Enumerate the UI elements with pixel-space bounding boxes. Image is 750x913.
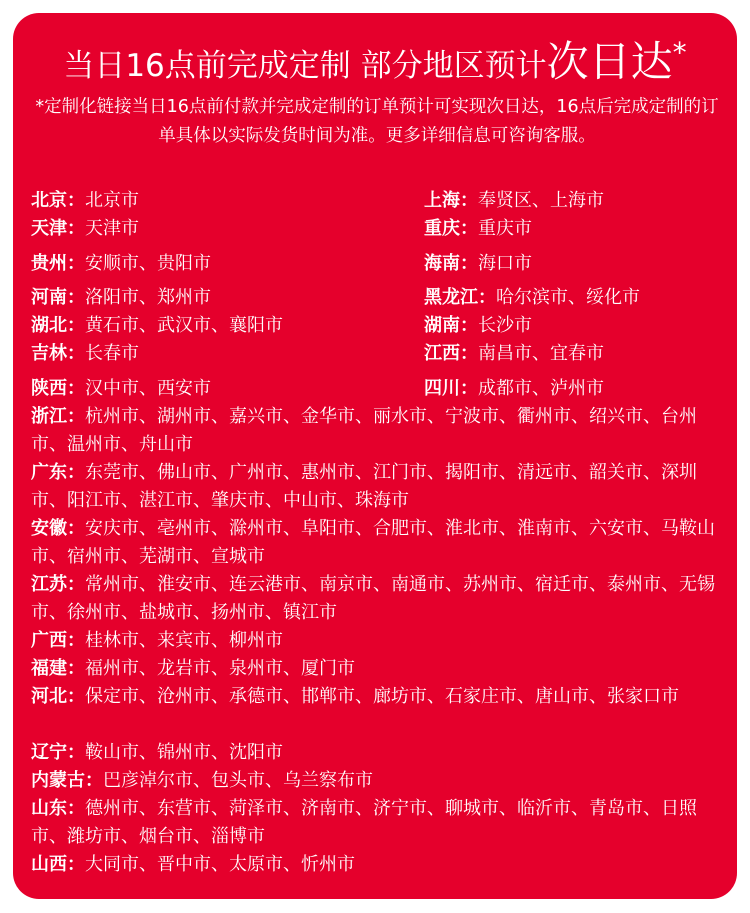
region-cities: 重庆市 [478, 218, 532, 239]
region-cities: 德州市、东营市、菏泽市、济南市、济宁市、聊城市、临沂市、青岛市、日照市、潍坊市、烟台市、淄博市 [31, 798, 697, 847]
delivery-note: *定制化链接当日16点前付款并完成定制的订单预计可实现次日达，16点后完成定制的订单具体以实际发货时间为准。更多详细信息可咨询客服。 [35, 97, 719, 146]
region-cities: 长春市 [85, 343, 139, 364]
region-name: 河南 [31, 287, 67, 308]
headline-main: 当日16点前完成定制 部分地区预计 [63, 48, 547, 84]
region-row: 江西：南昌市、宜春市 [424, 343, 604, 364]
region-name: 江西 [424, 343, 460, 364]
region-row: 贵州：安顺市、贵阳市 [31, 253, 211, 274]
region-name: 河北 [31, 686, 67, 707]
region-row: 福建：福州市、龙岩市、泉州市、厦门市 [31, 658, 355, 679]
region-cities: 常州市、淮安市、连云港市、南京市、南通市、苏州市、宿迁市、泰州市、无锡市、徐州市、盐城市、扬州市、镇江市 [31, 574, 715, 623]
region-row: 江苏：常州市、淮安市、连云港市、南京市、南通市、苏州市、宿迁市、泰州市、无锡市、徐州市、盐城市、扬州市、镇江市 [31, 574, 715, 623]
region-name: 福建 [31, 658, 67, 679]
region-name: 吉林 [31, 343, 67, 364]
region-row: 四川：成都市、泸州市 [424, 378, 604, 399]
region-cities: 福州市、龙岩市、泉州市、厦门市 [85, 658, 355, 679]
region-row: 湖南：长沙市 [424, 315, 532, 336]
region-row: 陕西：汉中市、西安市 [31, 378, 211, 399]
region-row: 海南：海口市 [424, 253, 532, 274]
headline [13, 27, 737, 92]
region-cities: 哈尔滨市、绥化市 [496, 287, 640, 308]
region-cities: 南昌市、宜春市 [478, 343, 604, 364]
region-row: 上海：奉贤区、上海市 [424, 190, 604, 211]
region-cities: 长沙市 [478, 315, 532, 336]
region-name: 陕西 [31, 378, 67, 399]
region-name: 广西 [31, 630, 67, 651]
region-name: 北京 [31, 190, 67, 211]
region-name: 重庆 [424, 218, 460, 239]
region-row: 山西：大同市、晋中市、太原市、忻州市 [31, 854, 355, 875]
region-row: 内蒙古：巴彦淖尔市、包头市、乌兰察布市 [31, 770, 373, 791]
region-row: 浙江：杭州市、湖州市、嘉兴市、金华市、丽水市、宁波市、衢州市、绍兴市、台州市、温州市、舟山市 [31, 406, 697, 455]
region-name: 辽宁 [31, 742, 67, 763]
region-name: 黑龙江 [424, 287, 478, 308]
region-name: 湖北 [31, 315, 67, 336]
region-row: 河北：保定市、沧州市、承德市、邯郸市、廊坊市、石家庄市、唐山市、张家口市 [31, 686, 679, 707]
region-row: 湖北：黄石市、武汉市、襄阳市 [31, 315, 283, 336]
region-cities: 安庆市、亳州市、滁州市、阜阳市、合肥市、淮北市、淮南市、六安市、马鞍山市、宿州市、芜湖市、宣城市 [31, 518, 715, 567]
region-name: 江苏 [31, 574, 67, 595]
region-cities: 大同市、晋中市、太原市、忻州市 [85, 854, 355, 875]
delivery-info-card [13, 13, 737, 899]
region-name: 山东 [31, 798, 67, 819]
region-cities: 保定市、沧州市、承德市、邯郸市、廊坊市、石家庄市、唐山市、张家口市 [85, 686, 679, 707]
region-cities: 杭州市、湖州市、嘉兴市、金华市、丽水市、宁波市、衢州市、绍兴市、台州市、温州市、舟山市 [31, 406, 697, 455]
region-cities: 巴彦淖尔市、包头市、乌兰察布市 [103, 770, 373, 791]
region-name: 海南 [424, 253, 460, 274]
region-cities: 汉中市、西安市 [85, 378, 211, 399]
headline-emphasis: 次日达 [546, 37, 673, 86]
region-name: 天津 [31, 218, 67, 239]
region-name: 安徽 [31, 518, 67, 539]
region-name: 四川 [424, 378, 460, 399]
region-cities: 海口市 [478, 253, 532, 274]
region-cities: 鞍山市、锦州市、沈阳市 [85, 742, 283, 763]
region-name: 广东 [31, 462, 67, 483]
region-cities: 东莞市、佛山市、广州市、惠州市、江门市、揭阳市、清远市、韶关市、深圳市、阳江市、湛江市、肇庆市、中山市、珠海市 [31, 462, 697, 511]
region-cities: 洛阳市、郑州市 [85, 287, 211, 308]
region-name: 上海 [424, 190, 460, 211]
region-cities: 天津市 [85, 218, 139, 239]
region-cities: 安顺市、贵阳市 [85, 253, 211, 274]
region-cities: 北京市 [85, 190, 139, 211]
region-row: 辽宁：鞍山市、锦州市、沈阳市 [31, 742, 283, 763]
region-cities: 黄石市、武汉市、襄阳市 [85, 315, 283, 336]
region-cities: 奉贤区、上海市 [478, 190, 604, 211]
region-name: 内蒙古 [31, 770, 85, 791]
region-name: 山西 [31, 854, 67, 875]
region-cities: 成都市、泸州市 [478, 378, 604, 399]
region-name: 湖南 [424, 315, 460, 336]
region-row: 广东：东莞市、佛山市、广州市、惠州市、江门市、揭阳市、清远市、韶关市、深圳市、阳江市、湛江市、肇庆市、中山市、珠海市 [31, 462, 697, 511]
region-name: 浙江 [31, 406, 67, 427]
region-row: 山东：德州市、东营市、菏泽市、济南市、济宁市、聊城市、临沂市、青岛市、日照市、潍坊市、烟台市、淄博市 [31, 798, 697, 847]
region-row: 河南：洛阳市、郑州市 [31, 287, 211, 308]
region-row: 广西：桂林市、来宾市、柳州市 [31, 630, 283, 651]
region-row: 天津：天津市 [31, 218, 139, 239]
region-row: 安徽：安庆市、亳州市、滁州市、阜阳市、合肥市、淮北市、淮南市、六安市、马鞍山市、宿州市、芜湖市、宣城市 [31, 518, 715, 567]
region-row: 吉林：长春市 [31, 343, 139, 364]
region-row: 黑龙江：哈尔滨市、绥化市 [424, 287, 640, 308]
region-cities: 桂林市、来宾市、柳州市 [85, 630, 283, 651]
region-row: 北京：北京市 [31, 190, 139, 211]
region-row: 重庆：重庆市 [424, 218, 532, 239]
headline-asterisk: * [672, 36, 687, 69]
region-name: 贵州 [31, 253, 67, 274]
